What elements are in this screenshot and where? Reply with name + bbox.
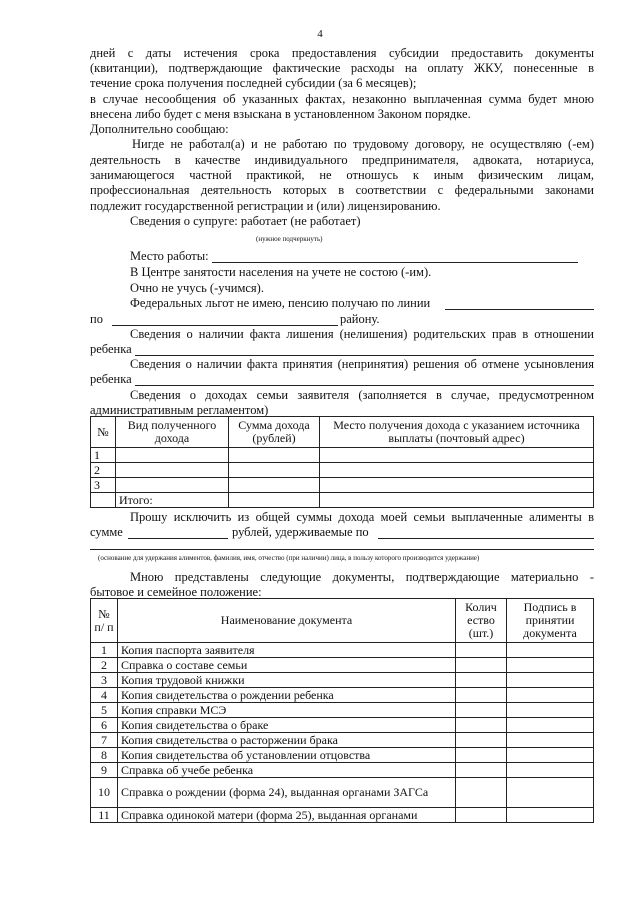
p2-line1: в случае несообщения об указанных фактах, незаконно выплаченная сумма будет мною — [90, 92, 594, 106]
document-row-qty — [456, 718, 507, 733]
income-header-num: № — [91, 417, 116, 448]
document-row-name: Копия свидетельства об установлении отцовства — [118, 748, 456, 763]
document-row — [91, 658, 594, 673]
alimony-sum-field — [128, 538, 228, 539]
income-row — [91, 463, 594, 478]
document-row-name: Копия свидетельства о расторжении брака — [118, 733, 456, 748]
docs-header-signature: Подпись в принятии документа — [507, 599, 594, 643]
document-row-qty — [456, 688, 507, 703]
spouse-info: Сведения о супруге: работает (не работает) — [130, 214, 361, 228]
document-row — [91, 643, 594, 658]
document-row-name: Справка одинокой матери (форма 25), выданная органами — [118, 808, 456, 823]
document-row-qty — [456, 733, 507, 748]
employment-status: В Центре занятости населения на учете не состою (-им). — [130, 265, 432, 279]
document-row-num: 9 — [91, 763, 118, 778]
docs-header-num: № п/ п — [91, 599, 118, 643]
document-row — [91, 733, 594, 748]
alimony-sum-label: сумме — [90, 525, 123, 539]
document-row-qty — [456, 778, 507, 808]
document-row-name: Копия свидетельства о рождении ребенка — [118, 688, 456, 703]
page-number: 4 — [317, 28, 323, 40]
parental-rights-field — [135, 355, 594, 356]
document-row-name: Справка о составе семьи — [118, 658, 456, 673]
p1-line1: дней с даты истечения срока предоставления субсидии предоставить документы — [90, 46, 594, 60]
alimony-note: (основание для удержания алиментов, фамилия, имя, отчество (при наличии) лица, в пользу которого производится удержание) — [98, 554, 480, 562]
income-table — [90, 416, 594, 508]
docs-header-name: Наименование документа — [118, 599, 456, 643]
p4-line4: профессиональная деятельность которых в соответствии с федеральными законами — [90, 183, 594, 197]
document-row-num: 5 — [91, 703, 118, 718]
alimony-withheld-label: рублей, удерживаемые по — [232, 525, 369, 539]
document-row — [91, 808, 594, 823]
parental-rights-line2: ребенка — [90, 342, 132, 356]
income-total-row — [91, 493, 594, 508]
document-row-num: 3 — [91, 673, 118, 688]
alimony-line1: Прошу исключить из общей суммы дохода моей семьи выплаченные алименты в — [130, 510, 594, 524]
document-row-qty — [456, 673, 507, 688]
p1-line2: (квитанции), подтверждающие фактические расходы на оплату ЖКУ, понесенные в — [90, 61, 594, 75]
study-status: Очно не учусь (-учимся). — [130, 281, 264, 295]
document-row-num: 8 — [91, 748, 118, 763]
document-row — [91, 778, 594, 808]
document-row-signature — [507, 808, 594, 823]
benefits-text: Федеральных льгот не имею, пенсию получаю по линии — [130, 296, 431, 310]
documents-table — [90, 598, 594, 823]
document-row-name: Справка о рождении (форма 24), выданная органами ЗАГСа — [118, 778, 456, 808]
document-row-qty — [456, 808, 507, 823]
document-row-num: 2 — [91, 658, 118, 673]
income-heading-line1: Сведения о доходах семьи заявителя (заполняется в случае, предусмотренном — [130, 388, 594, 402]
document-row-signature — [507, 778, 594, 808]
document-row-signature — [507, 733, 594, 748]
p4-line5: подлежит государственной регистрации и (или) лицензированию. — [90, 199, 441, 213]
income-row-num: 1 — [91, 448, 116, 463]
income-row — [91, 478, 594, 493]
alimony-basis-field-2 — [90, 549, 594, 550]
document-row — [91, 703, 594, 718]
document-row-qty — [456, 658, 507, 673]
document-row-name: Справка об учебе ребенка — [118, 763, 456, 778]
income-row — [91, 448, 594, 463]
adoption-line2: ребенка — [90, 372, 132, 386]
document-row-signature — [507, 763, 594, 778]
p2-line2: внесена либо будет с меня взыскана в установленном Законом порядке. — [90, 107, 471, 121]
docs-heading-line1: Мною представлены следующие документы, подтверждающие материально - — [130, 570, 594, 584]
docs-header-qty: Колич ество (шт.) — [456, 599, 507, 643]
income-row-num: 3 — [91, 478, 116, 493]
income-header-sum: Сумма дохода (рублей) — [229, 417, 320, 448]
document-row-name: Копия свидетельства о браке — [118, 718, 456, 733]
document-row-name: Копия паспорта заявителя — [118, 643, 456, 658]
district-field — [112, 325, 338, 326]
document-row-name: Копия трудовой книжки — [118, 673, 456, 688]
document-row — [91, 673, 594, 688]
parental-rights-line1: Сведения о наличии факта лишения (нелишения) родительских прав в отношении — [130, 327, 594, 341]
alimony-basis-field — [378, 538, 594, 539]
document-row-num: 10 — [91, 778, 118, 808]
document-row-num: 7 — [91, 733, 118, 748]
pension-line-field — [445, 309, 594, 310]
spouse-note: (нужное подчеркнуть) — [256, 235, 323, 243]
document-row-num: 6 — [91, 718, 118, 733]
benefits-po: по — [90, 312, 103, 326]
document-row-signature — [507, 688, 594, 703]
document-row-num: 4 — [91, 688, 118, 703]
document-row-qty — [456, 763, 507, 778]
document-row-signature — [507, 643, 594, 658]
income-row-num: 2 — [91, 463, 116, 478]
document-row — [91, 748, 594, 763]
document-row-num: 11 — [91, 808, 118, 823]
income-header-type: Вид полученного дохода — [116, 417, 229, 448]
document-row-signature — [507, 703, 594, 718]
document-row — [91, 718, 594, 733]
docs-heading-line2: бытовое и семейное положение: — [90, 585, 262, 599]
work-place-field — [212, 262, 578, 263]
p4-line1: Нигде не работал(а) и не работаю по трудовому договору, не осуществляю (-ем) — [132, 137, 594, 151]
document-row-qty — [456, 703, 507, 718]
income-heading-line2: административным регламентом) — [90, 403, 269, 417]
document-row-signature — [507, 658, 594, 673]
benefits-district: району. — [340, 312, 380, 326]
p4-line3: занимающегося частной практикой, не отношусь к иным физическим лицам, — [90, 168, 594, 182]
income-header-place: Место получения дохода с указанием источника выплаты (почтовый адрес) — [320, 417, 594, 448]
document-row-num: 1 — [91, 643, 118, 658]
income-total-label: Итого: — [116, 493, 229, 508]
document-row-signature — [507, 748, 594, 763]
p1-line3: течение срока получения последней субсидии (за 6 месяцев); — [90, 76, 417, 90]
document-row — [91, 763, 594, 778]
document-row-signature — [507, 673, 594, 688]
work-place-label: Место работы: — [130, 249, 209, 263]
document-row-signature — [507, 718, 594, 733]
adoption-line1: Сведения о наличии факта принятия (непринятия) решения об отмене усыновления — [130, 357, 594, 371]
document-row — [91, 688, 594, 703]
p3: Дополнительно сообщаю: — [90, 122, 229, 136]
p4-line2: деятельность в качестве индивидуального предпринимателя, адвоката, нотариуса, — [90, 153, 594, 167]
document-row-qty — [456, 748, 507, 763]
adoption-field — [135, 385, 594, 386]
document-row-qty — [456, 643, 507, 658]
document-row-name: Копия справки МСЭ — [118, 703, 456, 718]
